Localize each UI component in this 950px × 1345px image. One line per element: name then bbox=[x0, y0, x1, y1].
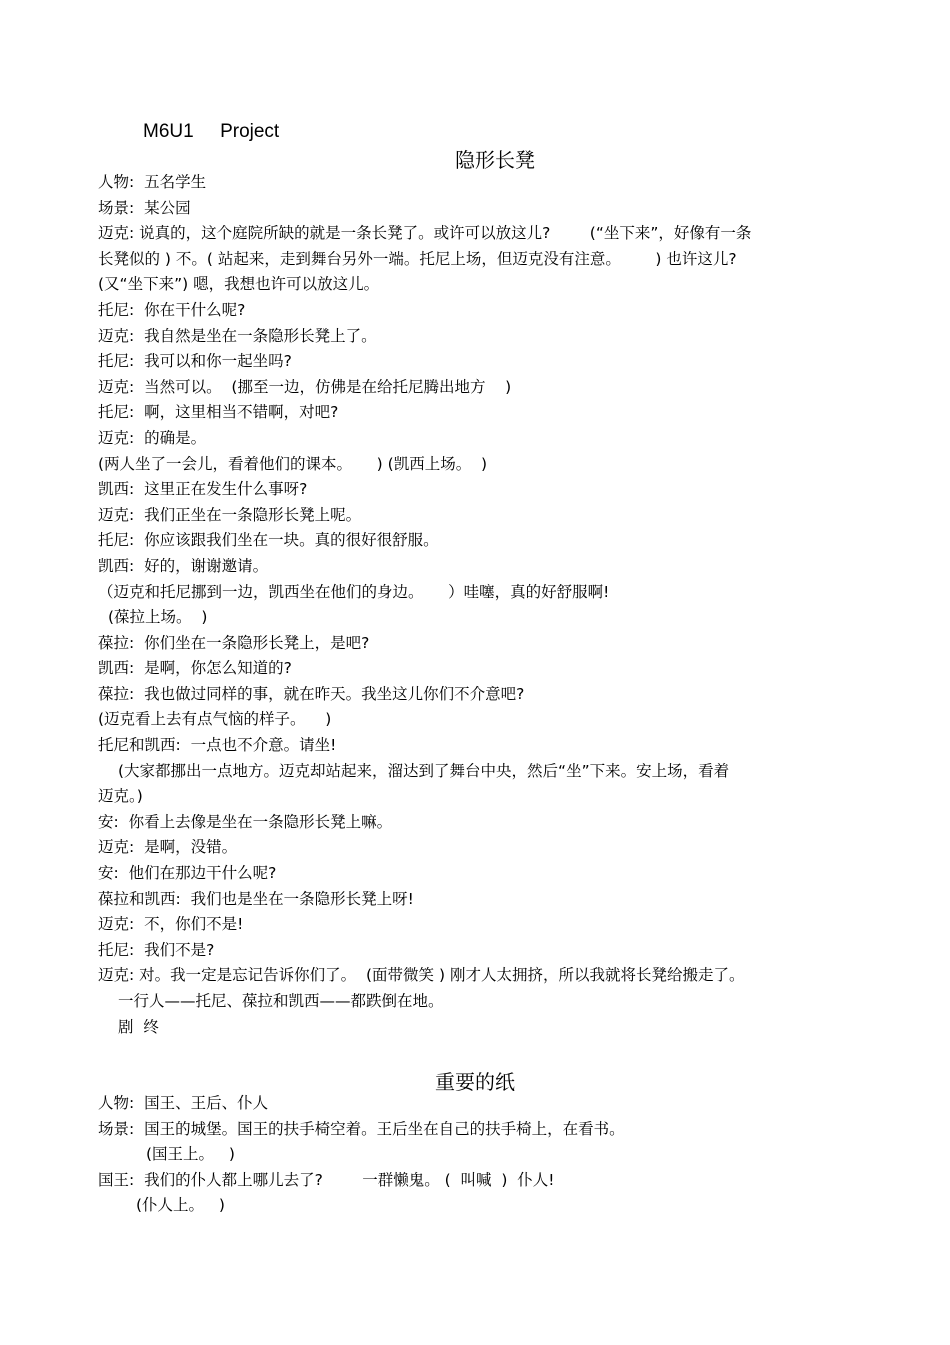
play1-line: 人物: 五名学生 bbox=[98, 173, 207, 191]
play1-line: 葆拉: 你们坐在一条隐形长凳上，是吧? bbox=[98, 633, 370, 652]
play1-line: (迈克看上去有点气恼的样子。 ) bbox=[98, 710, 332, 729]
play1-line: 迈克。) bbox=[98, 787, 143, 806]
play1-line: 托尼: 啊，这里相当不错啊，对吧? bbox=[98, 403, 339, 422]
play1-line: 安: 你看上去像是坐在一条隐形长凳上嘛。 bbox=[98, 812, 393, 831]
play2-script bbox=[98, 1091, 873, 1219]
play1-line: 迈克: 是啊，没错。 bbox=[98, 838, 238, 857]
play1-line: (葆拉上场。 ) bbox=[108, 608, 208, 627]
play1-line: 迈克: 说真的，这个庭院所缺的就是一条长凳了。或许可以放这儿? (“坐下来”，好像有一条 bbox=[98, 224, 752, 243]
play1-line: 长凳似的 ) 不。( 站起来，走到舞台另外一端。托尼上场，但迈克没有注意。 ) 也许这儿? bbox=[98, 249, 737, 268]
play1-script bbox=[98, 170, 873, 1040]
play1-line: 迈克: 当然可以。 (挪至一边，仿佛是在给托尼腾出地方 ) bbox=[98, 377, 512, 396]
play1-line: 迈克: 我们正坐在一条隐形长凳上呢。 bbox=[98, 505, 362, 524]
play1-line: 凯西: 好的，谢谢邀请。 bbox=[98, 556, 269, 575]
play1-line: 安: 他们在那边干什么呢? bbox=[98, 864, 277, 883]
play1-line: 迈克: 对。我一定是忘记告诉你们了。 (面带微笑 ) 刚才人太拥挤，所以我就将长凳给搬走了。 bbox=[98, 966, 745, 985]
play2-line: 国王: 我们的仆人都上哪儿去了? 一群懒鬼。 ( 叫喊 ) 仆人! bbox=[98, 1170, 555, 1189]
play2-title: 重要的纸 bbox=[435, 1070, 515, 1094]
document-header: M6U1 Project bbox=[143, 121, 280, 142]
play1-line: 托尼: 我们不是? bbox=[98, 940, 215, 959]
play1-line: 一行人——托尼、葆拉和凯西——都跌倒在地。 bbox=[118, 992, 444, 1010]
play1-line: 凯西: 这里正在发生什么事呀? bbox=[98, 480, 308, 499]
play2-line: 场景: 国王的城堡。国王的扶手椅空着。王后坐在自己的扶手椅上，在看书。 bbox=[98, 1119, 625, 1138]
play1-line: 托尼和凯西: 一点也不介意。请坐! bbox=[98, 736, 337, 755]
play1-line: 迈克: 的确是。 bbox=[98, 428, 207, 447]
play1-line: 凯西: 是啊，你怎么知道的? bbox=[98, 659, 292, 678]
play1-line: 托尼: 我可以和你一起坐吗? bbox=[98, 352, 292, 371]
play1-line: (两人坐了一会儿，看着他们的课本。 ) (凯西上场。 ) bbox=[98, 454, 488, 473]
play1-line: 托尼: 你应该跟我们坐在一块。真的很好很舒服。 bbox=[98, 531, 439, 550]
play1-line: 场景: 某公园 bbox=[98, 198, 191, 217]
play1-title: 隐形长凳 bbox=[455, 148, 535, 172]
play1-line: 托尼: 你在干什么呢? bbox=[98, 300, 246, 319]
play1-line: （迈克和托尼挪到一边，凯西坐在他们的身边。 ）哇噻，真的好舒服啊! bbox=[98, 582, 610, 601]
play1-line: 迈克: 不，你们不是! bbox=[98, 915, 244, 934]
play1-line: 剧 终 bbox=[118, 1017, 159, 1036]
play1-line: (大家都挪出一点地方。迈克却站起来，溜达到了舞台中央，然后“坐”下来。安上场，看着 bbox=[118, 761, 730, 780]
play1-line: 葆拉和凯西: 我们也是坐在一条隐形长凳上呀! bbox=[98, 889, 414, 908]
play2-line: (仆人上。 ) bbox=[136, 1196, 225, 1215]
play2-line: (国王上。 ) bbox=[146, 1145, 235, 1164]
play1-line: 葆拉: 我也做过同样的事，就在昨天。我坐这儿你们不介意吧? bbox=[98, 684, 525, 703]
play1-line: (又“坐下来”) 嗯，我想也许可以放这儿。 bbox=[98, 275, 380, 294]
play2-line: 人物: 国王、王后、仆人 bbox=[98, 1094, 269, 1112]
play1-line: 迈克: 我自然是坐在一条隐形长凳上了。 bbox=[98, 326, 377, 345]
